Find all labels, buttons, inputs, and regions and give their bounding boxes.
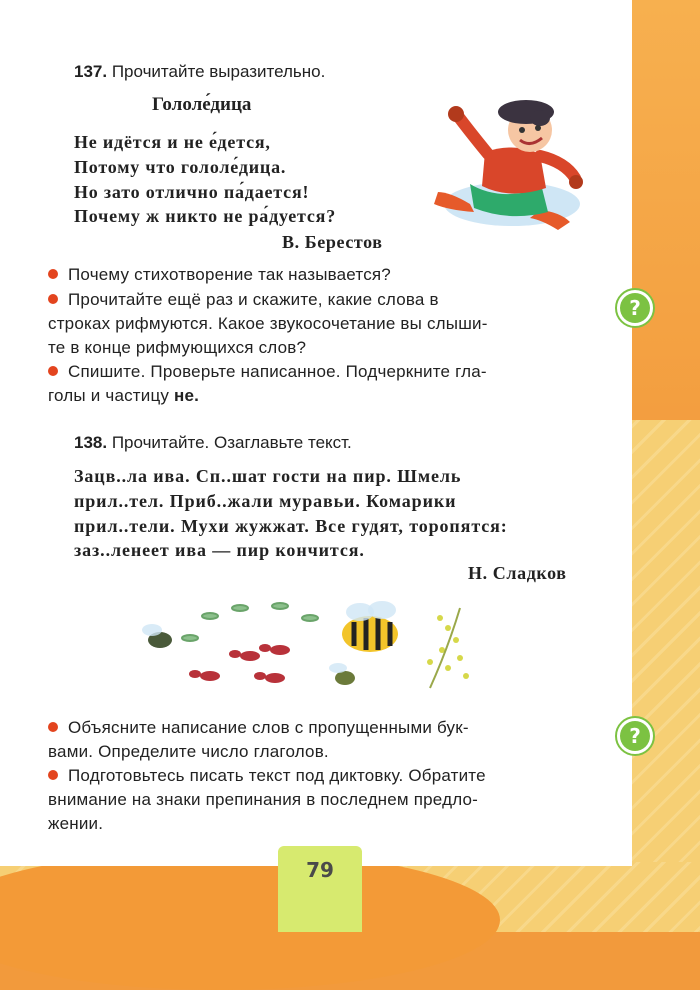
question-item [48,766,486,786]
question-item [48,265,391,285]
question-text-line: жении. [48,814,104,833]
bullet-icon [48,294,58,304]
poem-line: Почему ж никто не ра́дуется? [74,206,337,226]
question-text: Прочитайте ещё раз и скажите, какие слова в [68,290,439,309]
question-item [48,290,439,310]
exercise-137-number: 137. [74,62,108,81]
bold-particle: не. [174,386,200,405]
bullet-icon [48,770,58,780]
dictation-text-line: заз..ленеет ива — пир кончится. [74,540,365,560]
question-text: Подготовьтесь писать текст под диктовку. Обратите [68,766,486,785]
question-text-line: те в конце рифмующихся слов? [48,338,307,357]
exercise-138-number: 138. [74,433,108,452]
question-help-icon[interactable] [615,716,655,756]
question-item [48,718,469,738]
poem-line: Потому что гололе́дица. [74,157,287,177]
exercise-137-heading [74,62,325,82]
exercise-137-instruction: Прочитайте выразительно. [107,62,326,81]
bullet-icon [48,722,58,732]
text-author: Н. Сладков [468,563,567,583]
svg-text:?: ? [629,724,641,748]
question-item [48,362,487,382]
question-text-line: вами. Определите число глаголов. [48,742,329,761]
poem-line: Не идётся и не е́дется, [74,132,271,152]
dictation-text-line: прил..тел. Приб..жали муравьи. Комарики [74,491,457,511]
insects-illustration [130,588,500,708]
question-text: Спишите. Проверьте написанное. Подчеркните гла- [68,362,487,381]
exercise-138-instruction: Прочитайте. Озаглавьте текст. [107,433,352,452]
question-text-line: внимание на знаки препинания в последнем предло- [48,790,479,809]
poem-title: Гололе́дица [152,94,252,115]
page-number: 79 [306,858,334,882]
svg-text:?: ? [629,296,641,320]
question-text-line: строках рифмуются. Какое звукосочетание вы слыши- [48,314,488,333]
question-text-line [48,386,199,406]
poem-author: В. Берестов [282,232,383,252]
question-text: голы и частицу [48,386,175,405]
bullet-icon [48,366,58,376]
bullet-icon [48,269,58,279]
exercise-138-heading [74,433,352,453]
poem-line: Но зато отлично па́дается! [74,182,310,202]
question-text: Почему стихотворение так называется? [68,265,391,284]
question-help-icon[interactable] [615,288,655,328]
question-text: Объясните написание слов с пропущенными бук- [68,718,469,737]
boy-slipping-illustration [430,92,590,242]
dictation-text-line: прил..тели. Мухи жужжат. Все гудят, торопятся: [74,516,508,536]
dictation-text-line: Зацв..ла ива. Сп..шат гости на пир. Шмель [74,466,462,486]
